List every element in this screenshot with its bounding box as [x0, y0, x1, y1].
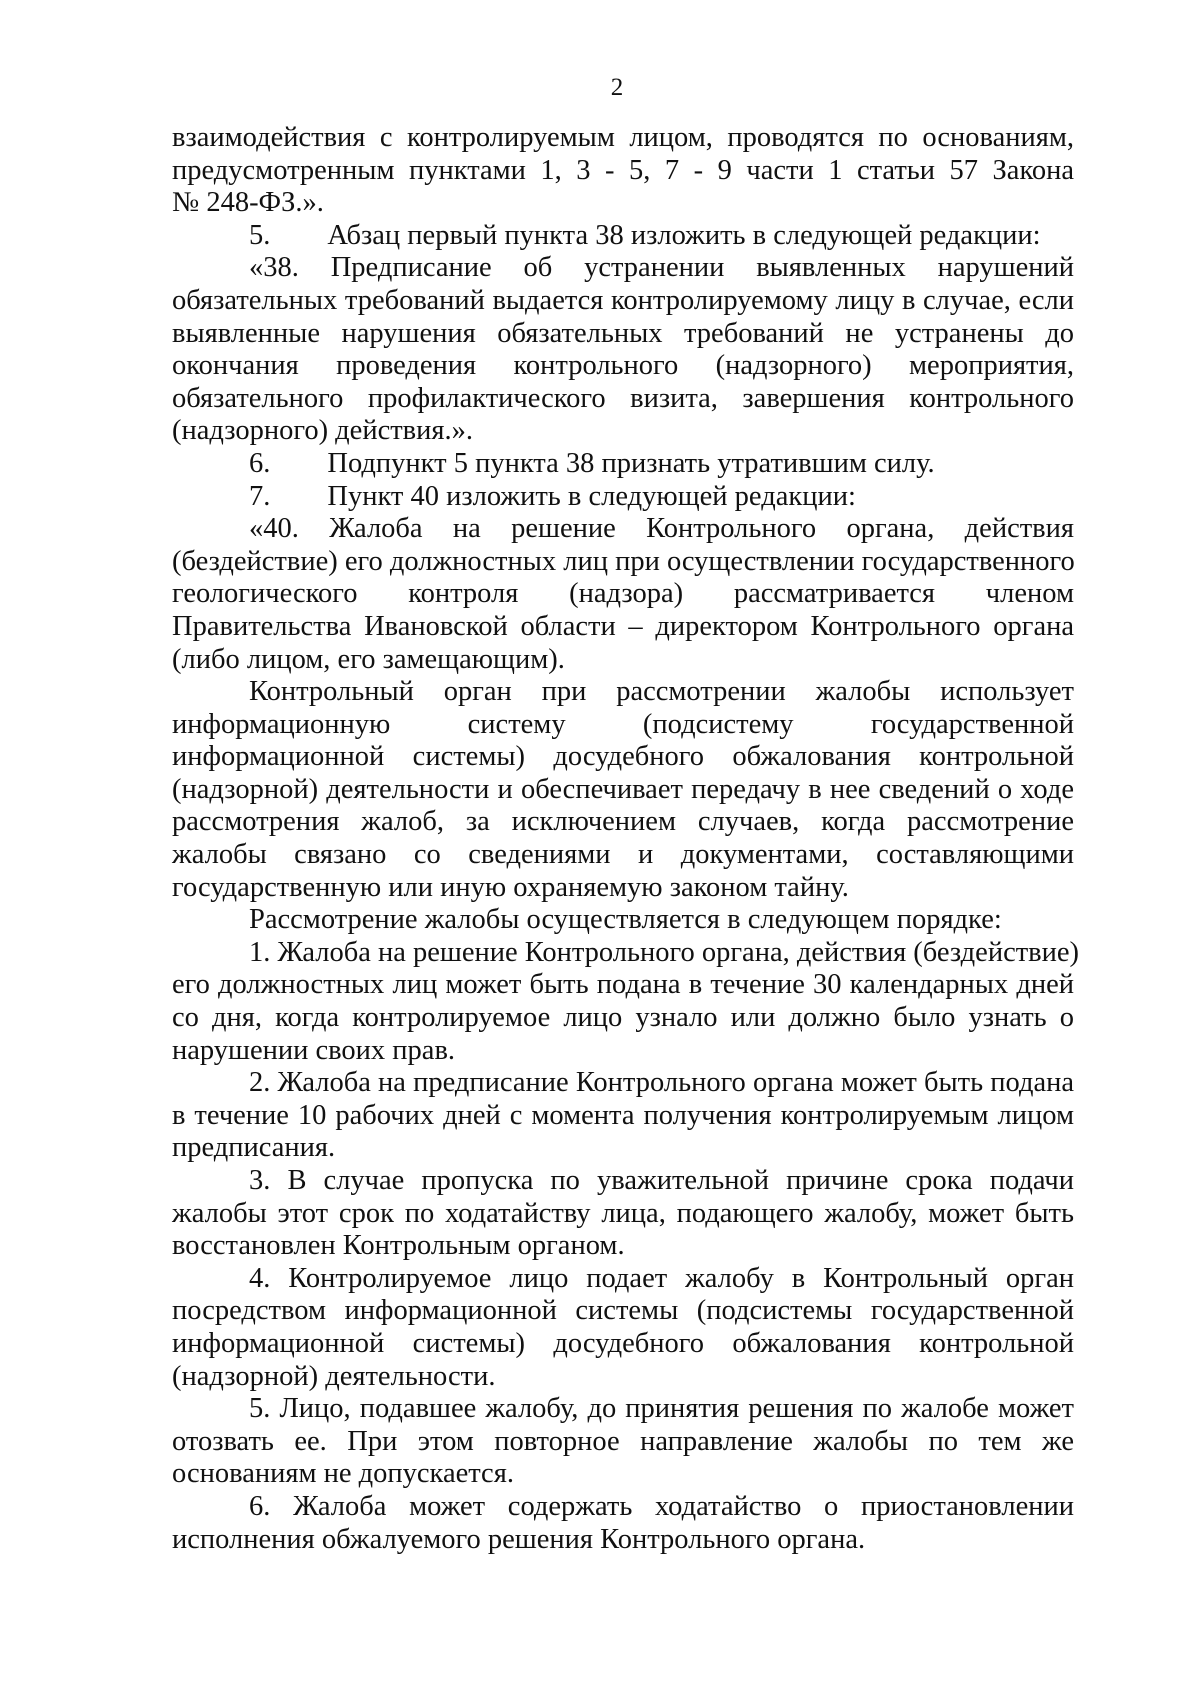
text-line: основаниям не допускается. [172, 1458, 514, 1490]
text-line: «40. Жалоба на решение Контрольного органа, действия [249, 513, 1074, 545]
text-line: 5. Лицо, подавшее жалобу, до принятия решения по жалобе может [249, 1393, 1074, 1425]
text-line: жалобы связано со сведениями и документами, составляющими [172, 839, 1074, 871]
text-line: Контрольный орган при рассмотрении жалобы использует [249, 676, 1074, 708]
text-line: «38. Предписание об устранении выявленных нарушений [249, 252, 1074, 284]
text-line: обязательного профилактического визита, завершения контрольного [172, 382, 1074, 414]
text-line: 1. Жалоба на решение Контрольного органа, действия (бездействие) [249, 936, 1080, 968]
text-line: (бездействие) его должностных лиц при осуществлении государственного [172, 545, 1075, 577]
text-line: государственную или иную охраняемую законом тайну. [172, 871, 849, 903]
text-line: исполнения обжалуемого решения Контрольного органа. [172, 1523, 866, 1555]
text-line: Правительства Ивановской области – директором Контрольного органа [172, 610, 1074, 642]
text-line: 6. Жалоба может содержать ходатайство о приостановлении [249, 1490, 1074, 1522]
text-line: окончания проведения контрольного (надзорного) мероприятия, [172, 350, 1074, 382]
text-line: геологического контроля (надзора) рассматривается членом [172, 578, 1074, 610]
document-body [172, 122, 1080, 1556]
text-line: (надзорного) действия.». [172, 415, 474, 447]
text-line: жалобы этот срок по ходатайству лица, подающего жалобу, может быть [172, 1197, 1074, 1229]
text-line: 5. Абзац первый пункта 38 изложить в следующей редакции: [249, 219, 1041, 251]
text-line: восстановлен Контрольным органом. [172, 1230, 625, 1262]
text-line: Рассмотрение жалобы осуществляется в следующем порядке: [249, 904, 1002, 936]
text-line: его должностных лиц может быть подана в течение 30 календарных дней [172, 969, 1074, 1001]
text-line: 3. В случае пропуска по уважительной причине срока подачи [249, 1165, 1074, 1196]
text-line: отозвать ее. При этом повторное направление жалобы по тем же [172, 1425, 1074, 1457]
text-line: обязательных требований выдается контролируемому лицу в случае, если [172, 284, 1074, 316]
text-line: выявленные нарушения обязательных требований не устранены до [172, 317, 1074, 349]
page-number: 2 [610, 74, 624, 101]
text-line: (надзорной) деятельности. [172, 1360, 496, 1392]
text-line: 7. Пункт 40 изложить в следующей редакции: [249, 480, 856, 512]
text-line: 4. Контролируемое лицо подает жалобу в Контрольный орган [249, 1262, 1074, 1294]
text-line: 6. Подпункт 5 пункта 38 признать утратившим силу. [249, 447, 935, 479]
text-line: информационной системы) досудебного обжалования контрольной [172, 741, 1074, 773]
text-line: 2. Жалоба на предписание Контрольного органа может быть подана [249, 1067, 1074, 1099]
text-line: (надзорной) деятельности и обеспечивает передачу в нее сведений о ходе [172, 773, 1074, 805]
text-line: (либо лицом, его замещающим). [172, 643, 565, 675]
text-line: взаимодействия с контролируемым лицом, проводятся по основаниям, [172, 122, 1074, 153]
text-line: № 248-ФЗ.». [172, 187, 324, 219]
text-line: рассмотрения жалоб, за исключением случаев, когда рассмотрение [172, 806, 1074, 838]
text-line: предписания. [172, 1132, 336, 1164]
text-line: посредством информационной системы (подсистемы государственной [172, 1295, 1074, 1327]
text-line: в течение 10 рабочих дней с момента получения контролируемым лицом [172, 1099, 1074, 1131]
text-line: со дня, когда контролируемое лицо узнало или должно было узнать о [172, 1002, 1074, 1034]
text-line: нарушении своих прав. [172, 1034, 456, 1066]
text-line: информационной системы) досудебного обжалования контрольной [172, 1327, 1074, 1359]
text-line: предусмотренным пунктами 1, 3 - 5, 7 - 9 части 1 статьи 57 Закона [172, 154, 1074, 186]
text-line: информационную систему (подсистему государственной [172, 708, 1074, 740]
